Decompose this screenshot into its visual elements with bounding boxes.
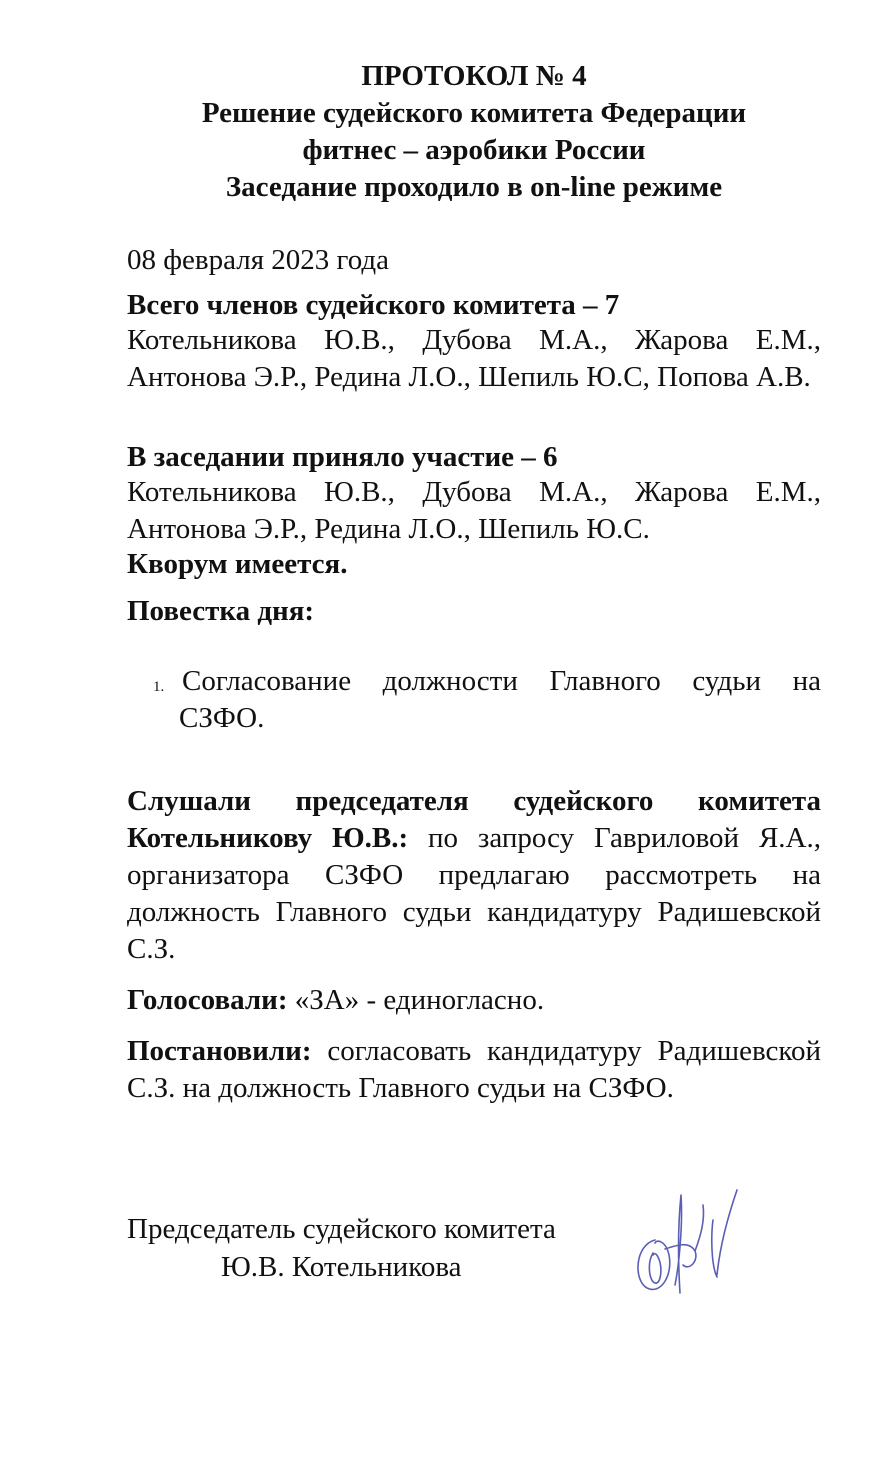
protocol-title: ПРОТОКОЛ № 4 (361, 60, 587, 92)
resolved-paragraph (127, 1033, 821, 1107)
meeting-date: 08 февраля 2023 года (127, 244, 390, 276)
participants-section (127, 441, 821, 581)
agenda-item-number: 1. (153, 679, 165, 695)
agenda-title: Повестка дня: (127, 595, 315, 627)
voted-text: «ЗА» - единогласно. (287, 984, 545, 1016)
members-section (127, 289, 821, 396)
agenda-list (127, 663, 821, 737)
signature-block (127, 1210, 556, 1286)
members-title: Всего членов судейского комитета – 7 (127, 289, 620, 321)
resolved-text: согласовать кандидатуру Радишевской С.З. на должность Главного судьи на СЗФО. (127, 1035, 821, 1104)
agenda-item-text: Согласование должности Главного судьи на (182, 665, 821, 697)
agenda-item-text-continuation: СЗФО. (179, 702, 265, 734)
header-line-decision: Решение судейского комитета Федерации (201, 97, 747, 129)
resolved-label: Постановили: (127, 1035, 312, 1067)
signatory-position: Председатель судейского комитета (127, 1213, 556, 1245)
document-header (127, 58, 821, 206)
heard-text: по запросу Гавриловой Я.А., организатора СЗФО предлагаю рассмотреть на должность Главного судьи кандидатуру Радишевской С.З. (127, 822, 821, 965)
voted-label: Голосовали: (127, 984, 288, 1016)
quorum-text: Кворум имеется. (127, 548, 348, 580)
heard-label: Слушали председателя судейского комитета Котельникову Ю.В.: (127, 785, 821, 854)
participants-list: Котельникова Ю.В., Дубова М.А., Жарова Е.М., Антонова Э.Р., Редина Л.О., Шепиль Ю.С. (127, 476, 821, 545)
participants-title: В заседании приняло участие – 6 (127, 441, 558, 473)
handwritten-signature (625, 1185, 745, 1305)
signatory-name: Ю.В. Котельникова (221, 1251, 462, 1283)
header-line-federation: фитнес – аэробики России (302, 134, 646, 166)
header-line-online: Заседание проходило в on-line режиме (225, 171, 723, 203)
document-page (127, 58, 821, 1107)
voted-paragraph (127, 982, 821, 1019)
members-list: Котельникова Ю.В., Дубова М.А., Жарова Е.М., Антонова Э.Р., Редина Л.О., Шепиль Ю.С, Попова А.В. (127, 324, 821, 393)
heard-paragraph (127, 783, 821, 968)
